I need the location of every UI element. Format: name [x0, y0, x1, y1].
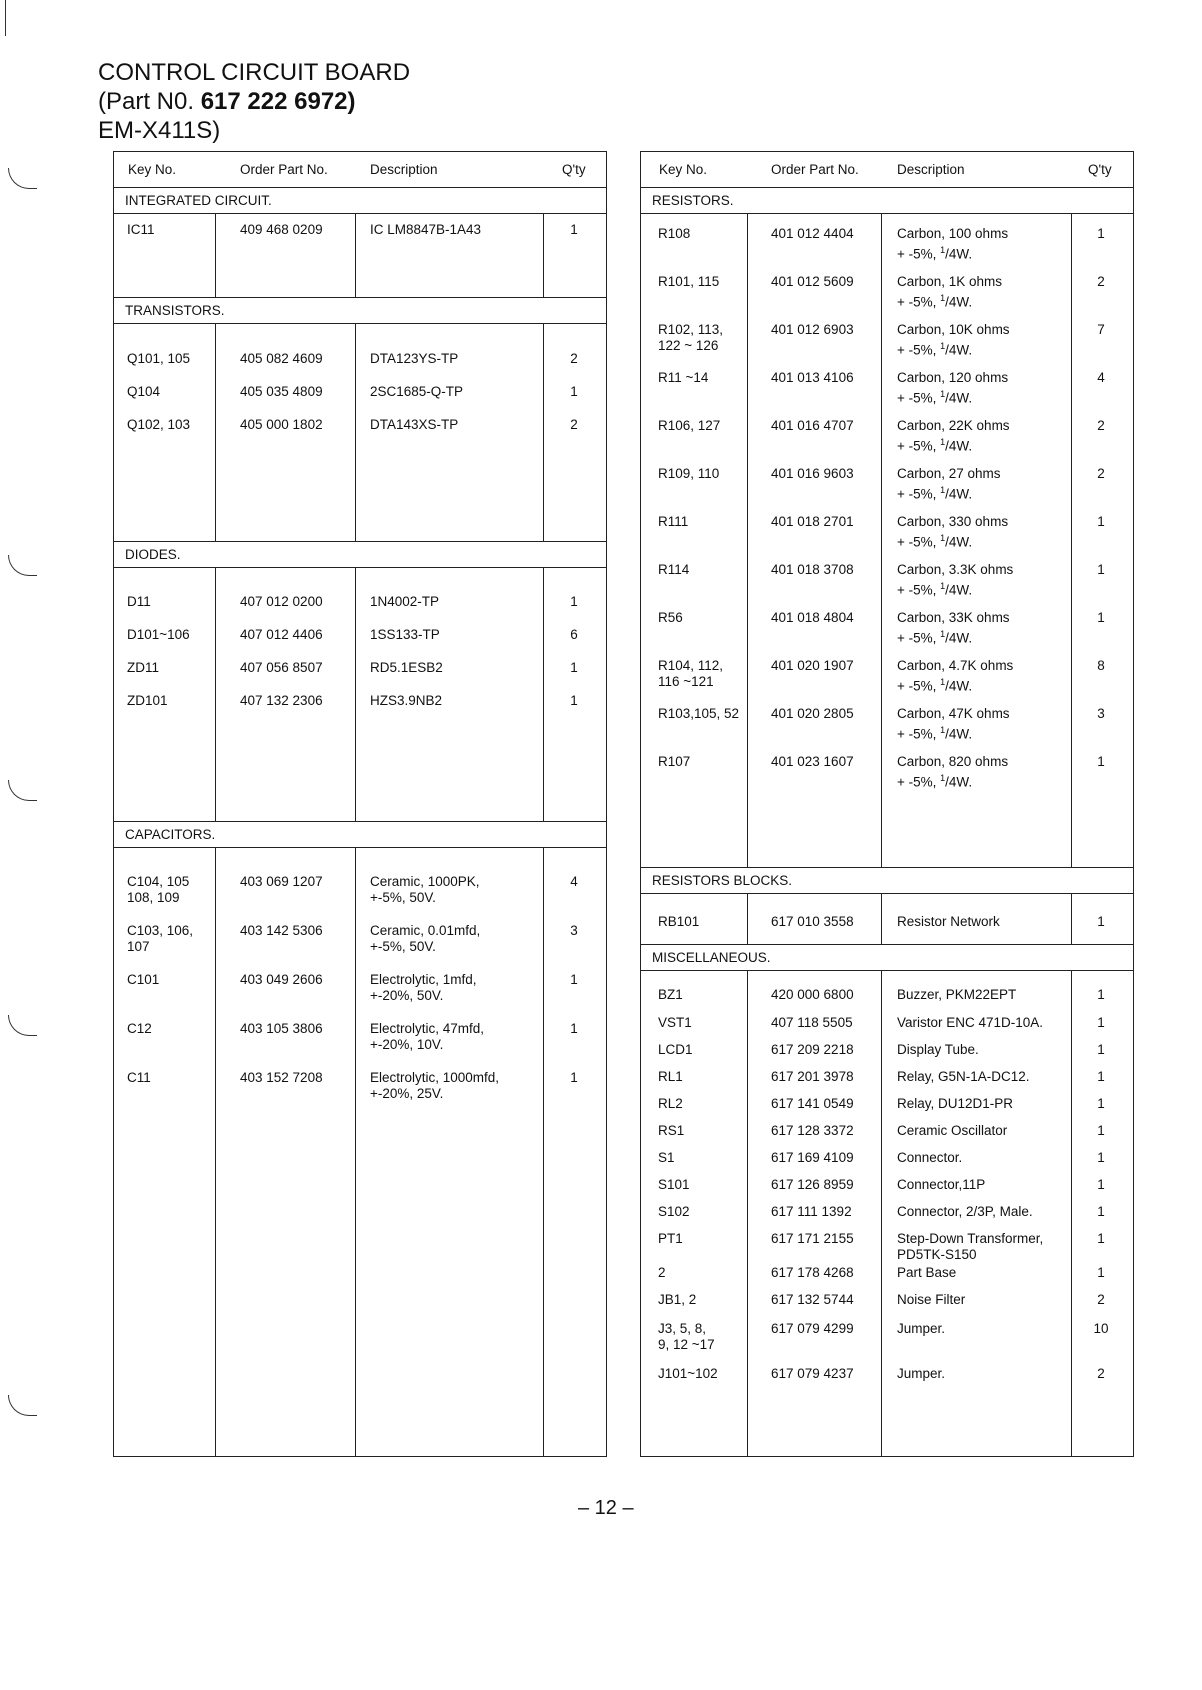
- description-cell: Buzzer, PKM22EPT: [897, 987, 1017, 1002]
- qty-cell: 1: [1097, 1204, 1105, 1219]
- description-cell: Carbon, 47K ohms + -5%, $^1$/4W.: [897, 706, 1010, 742]
- qty-cell: 8: [1097, 658, 1105, 673]
- key-no-cell: IC11: [127, 222, 155, 237]
- description-cell: Connector, 2/3P, Male.: [897, 1204, 1033, 1219]
- key-no-cell: J101~102: [658, 1366, 718, 1381]
- description-cell: Carbon, 33K ohms + -5%, $^1$/4W.: [897, 610, 1010, 646]
- key-no-cell: C104, 105 108, 109: [127, 874, 190, 905]
- description-cell: Carbon, 27 ohms + -5%, $^1$/4W.: [897, 466, 1001, 502]
- qty-cell: 2: [1097, 466, 1105, 481]
- header-description: Description: [897, 162, 965, 177]
- key-no-cell: VST1: [658, 1015, 692, 1030]
- key-no-cell: C12: [127, 1021, 152, 1036]
- qty-cell: 1: [1097, 610, 1105, 625]
- key-no-cell: RS1: [658, 1123, 685, 1138]
- description-cell: Carbon, 10K ohms + -5%, $^1$/4W.: [897, 322, 1010, 358]
- qty-cell: 1: [1097, 562, 1105, 577]
- qty-cell: 2: [1097, 274, 1105, 289]
- order-part-no-cell: 617 201 3978: [771, 1069, 854, 1084]
- left-parts-table: [113, 151, 607, 1457]
- description-cell: Jumper.: [897, 1366, 946, 1381]
- description-cell: Resistor Network: [897, 914, 1000, 929]
- section-transistors: [114, 297, 606, 324]
- order-part-no-cell: 617 141 0549: [771, 1096, 854, 1111]
- section-title: TRANSISTORS.: [125, 303, 225, 318]
- key-no-cell: R102, 113, 122 ~ 126: [658, 322, 724, 353]
- section-resistor-blocks: [641, 867, 1133, 894]
- binding-mark: [8, 1395, 37, 1416]
- key-no-cell: R103,105, 52: [658, 706, 740, 721]
- section-title: RESISTORS BLOCKS.: [652, 873, 793, 888]
- binding-mark: [8, 555, 37, 576]
- description-cell: Part Base: [897, 1265, 957, 1280]
- key-no-cell: D101~106: [127, 627, 190, 642]
- key-no-cell: R107: [658, 754, 691, 769]
- qty-cell: 7: [1097, 322, 1105, 337]
- order-part-no-cell: 617 111 1392: [771, 1204, 852, 1219]
- order-part-no-cell: 617 169 4109: [771, 1150, 854, 1165]
- qty-cell: 1: [1097, 226, 1105, 241]
- key-no-cell: S1: [658, 1150, 675, 1165]
- description-cell: Carbon, 3.3K ohms + -5%, $^1$/4W.: [897, 562, 1014, 598]
- description-cell: Step-Down Transformer, PD5TK-S150: [897, 1231, 1044, 1262]
- order-part-no-cell: 401 016 4707: [771, 418, 854, 433]
- section-integrated-circuit: [114, 187, 606, 214]
- binding-mark: [8, 1015, 37, 1036]
- key-no-cell: R56: [658, 610, 683, 625]
- order-part-no-cell: 401 013 4106: [771, 370, 854, 385]
- description-cell: Connector.: [897, 1150, 963, 1165]
- right-parts-table: [640, 151, 1134, 1457]
- description-cell: Ceramic Oscillator: [897, 1123, 1008, 1138]
- order-part-no-cell: 617 079 4237: [771, 1366, 854, 1381]
- qty-cell: 1: [1097, 1015, 1105, 1030]
- description-cell: IC LM8847B-1A43: [370, 222, 482, 237]
- order-part-no-cell: 409 468 0209: [240, 222, 323, 237]
- column-divider: [881, 152, 882, 1456]
- description-cell: 1N4002-TP: [370, 594, 440, 609]
- description-cell: Jumper.: [897, 1321, 946, 1336]
- column-divider: [747, 152, 748, 1456]
- description-cell: 1SS133-TP: [370, 627, 440, 642]
- binding-mark: [8, 168, 37, 189]
- description-cell: Noise Filter: [897, 1292, 966, 1307]
- key-no-cell: ZD101: [127, 693, 168, 708]
- order-part-no-cell: 617 171 2155: [771, 1231, 854, 1246]
- column-divider: [1071, 152, 1072, 1456]
- order-part-no-cell: 617 209 2218: [771, 1042, 854, 1057]
- order-part-no-cell: 407 118 5505: [771, 1015, 853, 1030]
- header-qty: Q'ty: [562, 162, 586, 177]
- description-cell: HZS3.9NB2: [370, 693, 443, 708]
- key-no-cell: R111: [658, 514, 689, 529]
- section-title: RESISTORS.: [652, 193, 734, 208]
- qty-cell: 1: [570, 972, 578, 987]
- key-no-cell: RL1: [658, 1069, 683, 1084]
- qty-cell: 1: [570, 222, 578, 237]
- qty-cell: 1: [1097, 754, 1105, 769]
- header-key-no: Key No.: [128, 162, 177, 177]
- order-part-no-cell: 617 126 8959: [771, 1177, 854, 1192]
- description-cell: Carbon, 1K ohms + -5%, $^1$/4W.: [897, 274, 1003, 310]
- section-title: MISCELLANEOUS.: [652, 950, 771, 965]
- order-part-no-cell: 405 082 4609: [240, 351, 323, 366]
- qty-cell: 1: [1097, 1150, 1105, 1165]
- order-part-no-cell: 617 010 3558: [771, 914, 854, 929]
- key-no-cell: R104, 112, 116 ~121: [658, 658, 724, 689]
- section-resistors: [641, 187, 1133, 214]
- column-divider: [215, 152, 216, 1456]
- description-cell: Electrolytic, 47mfd, +-20%, 10V.: [370, 1021, 485, 1052]
- qty-cell: 1: [1097, 987, 1105, 1002]
- key-no-cell: J3, 5, 8, 9, 12 ~17: [658, 1321, 715, 1352]
- key-no-cell: C101: [127, 972, 160, 987]
- order-part-no-cell: 401 018 2701: [771, 514, 854, 529]
- description-cell: Display Tube.: [897, 1042, 979, 1057]
- description-cell: RD5.1ESB2: [370, 660, 443, 675]
- table-header: [114, 152, 606, 188]
- header-description: Description: [370, 162, 438, 177]
- key-no-cell: R114: [658, 562, 690, 577]
- key-no-cell: Q102, 103: [127, 417, 191, 432]
- order-part-no-cell: 617 128 3372: [771, 1123, 854, 1138]
- key-no-cell: JB1, 2: [658, 1292, 697, 1307]
- qty-cell: 1: [570, 594, 578, 609]
- qty-cell: 1: [1097, 1177, 1105, 1192]
- section-title: CAPACITORS.: [125, 827, 216, 842]
- key-no-cell: C11: [127, 1070, 151, 1085]
- qty-cell: 1: [570, 1021, 578, 1036]
- key-no-cell: RB101: [658, 914, 700, 929]
- title-part-number: 617 222 6972): [200, 88, 356, 115]
- column-divider: [543, 152, 544, 1456]
- order-part-no-cell: 407 012 4406: [240, 627, 323, 642]
- qty-cell: 3: [1097, 706, 1105, 721]
- order-part-no-cell: 403 152 7208: [240, 1070, 323, 1085]
- qty-cell: 3: [570, 923, 578, 938]
- order-part-no-cell: 405 035 4809: [240, 384, 323, 399]
- order-part-no-cell: 401 012 5609: [771, 274, 854, 289]
- qty-cell: 2: [570, 417, 578, 432]
- description-cell: 2SC1685-Q-TP: [370, 384, 464, 399]
- key-no-cell: R106, 127: [658, 418, 721, 433]
- table-header: [641, 152, 1133, 188]
- order-part-no-cell: 403 049 2606: [240, 972, 323, 987]
- key-no-cell: ZD11: [127, 660, 160, 675]
- qty-cell: 2: [570, 351, 578, 366]
- qty-cell: 4: [1097, 370, 1105, 385]
- key-no-cell: PT1: [658, 1231, 683, 1246]
- description-cell: Electrolytic, 1mfd, +-20%, 50V.: [370, 972, 477, 1003]
- header-order-part-no: Order Part No.: [240, 162, 328, 177]
- qty-cell: 10: [1093, 1321, 1109, 1336]
- description-cell: Varistor ENC 471D-10A.: [897, 1015, 1044, 1030]
- qty-cell: 1: [1097, 1265, 1105, 1280]
- section-title: INTEGRATED CIRCUIT.: [125, 193, 272, 208]
- qty-cell: 1: [1097, 914, 1105, 929]
- key-no-cell: RL2: [658, 1096, 683, 1111]
- description-cell: DTA143XS-TP: [370, 417, 459, 432]
- key-no-cell: R108: [658, 226, 691, 241]
- description-cell: Carbon, 22K ohms + -5%, $^1$/4W.: [897, 418, 1010, 454]
- qty-cell: 1: [1097, 1069, 1105, 1084]
- order-part-no-cell: 403 142 5306: [240, 923, 323, 938]
- qty-cell: 1: [1097, 514, 1105, 529]
- section-title: DIODES.: [125, 547, 181, 562]
- qty-cell: 1: [570, 384, 578, 399]
- description-cell: Relay, DU12D1-PR: [897, 1096, 1014, 1111]
- title-line-3: EM-X411S): [98, 117, 221, 144]
- order-part-no-cell: 401 012 6903: [771, 322, 854, 337]
- key-no-cell: R109, 110: [658, 466, 720, 481]
- title-prefix: (Part N0.: [98, 88, 201, 115]
- qty-cell: 1: [1097, 1042, 1105, 1057]
- section-miscellaneous: [641, 944, 1133, 971]
- order-part-no-cell: 617 132 5744: [771, 1292, 854, 1307]
- qty-cell: 1: [570, 693, 578, 708]
- title-line-1: CONTROL CIRCUIT BOARD: [98, 59, 411, 86]
- description-cell: Carbon, 330 ohms + -5%, $^1$/4W.: [897, 514, 1009, 550]
- order-part-no-cell: 420 000 6800: [771, 987, 854, 1002]
- key-no-cell: LCD1: [658, 1042, 693, 1057]
- key-no-cell: Q104: [127, 384, 161, 399]
- description-cell: Carbon, 100 ohms + -5%, $^1$/4W.: [897, 226, 1009, 262]
- scan-edge-mark: [5, 0, 6, 36]
- qty-cell: 1: [1097, 1231, 1105, 1246]
- order-part-no-cell: 407 132 2306: [240, 693, 323, 708]
- order-part-no-cell: 401 018 3708: [771, 562, 854, 577]
- key-no-cell: C103, 106, 107: [127, 923, 194, 954]
- order-part-no-cell: 403 069 1207: [240, 874, 323, 889]
- qty-cell: 1: [570, 1070, 578, 1085]
- description-cell: DTA123YS-TP: [370, 351, 459, 366]
- description-cell: Carbon, 4.7K ohms + -5%, $^1$/4W.: [897, 658, 1014, 694]
- description-cell: Connector,11P: [897, 1177, 986, 1192]
- order-part-no-cell: 617 079 4299: [771, 1321, 854, 1336]
- order-part-no-cell: 401 012 4404: [771, 226, 854, 241]
- order-part-no-cell: 401 020 1907: [771, 658, 854, 673]
- binding-mark: [8, 780, 37, 801]
- qty-cell: 1: [1097, 1123, 1105, 1138]
- header-key-no: Key No.: [659, 162, 708, 177]
- description-cell: Electrolytic, 1000mfd, +-20%, 25V.: [370, 1070, 500, 1101]
- order-part-no-cell: 401 023 1607: [771, 754, 854, 769]
- qty-cell: 1: [570, 660, 578, 675]
- qty-cell: 1: [1097, 1096, 1105, 1111]
- order-part-no-cell: 403 105 3806: [240, 1021, 323, 1036]
- order-part-no-cell: 401 020 2805: [771, 706, 854, 721]
- qty-cell: 4: [570, 874, 578, 889]
- header-qty: Q'ty: [1088, 162, 1112, 177]
- key-no-cell: R11 ~14: [658, 370, 709, 385]
- section-capacitors: [114, 821, 606, 848]
- order-part-no-cell: 407 012 0200: [240, 594, 323, 609]
- key-no-cell: R101, 115: [658, 274, 720, 289]
- header-order-part-no: Order Part No.: [771, 162, 859, 177]
- section-diodes: [114, 541, 606, 568]
- order-part-no-cell: 401 016 9603: [771, 466, 854, 481]
- key-no-cell: D11: [127, 594, 151, 609]
- title-line-2: [98, 87, 410, 116]
- description-cell: Ceramic, 0.01mfd, +-5%, 50V.: [370, 923, 481, 954]
- qty-cell: 2: [1097, 418, 1105, 433]
- qty-cell: 6: [570, 627, 578, 642]
- order-part-no-cell: 407 056 8507: [240, 660, 323, 675]
- order-part-no-cell: 617 178 4268: [771, 1265, 854, 1280]
- order-part-no-cell: 401 018 4804: [771, 610, 854, 625]
- key-no-cell: S101: [658, 1177, 690, 1192]
- description-cell: Relay, G5N-1A-DC12.: [897, 1069, 1030, 1084]
- description-cell: Ceramic, 1000PK, +-5%, 50V.: [370, 874, 480, 905]
- column-divider: [355, 152, 356, 1456]
- page-title: [98, 58, 410, 145]
- key-no-cell: S102: [658, 1204, 690, 1219]
- qty-cell: 2: [1097, 1366, 1105, 1381]
- key-no-cell: Q101, 105: [127, 351, 191, 366]
- key-no-cell: BZ1: [658, 987, 683, 1002]
- description-cell: Carbon, 120 ohms + -5%, $^1$/4W.: [897, 370, 1009, 406]
- description-cell: Carbon, 820 ohms + -5%, $^1$/4W.: [897, 754, 1009, 790]
- page-number: – 12 –: [578, 1497, 634, 1519]
- key-no-cell: 2: [658, 1265, 666, 1280]
- qty-cell: 2: [1097, 1292, 1105, 1307]
- order-part-no-cell: 405 000 1802: [240, 417, 323, 432]
